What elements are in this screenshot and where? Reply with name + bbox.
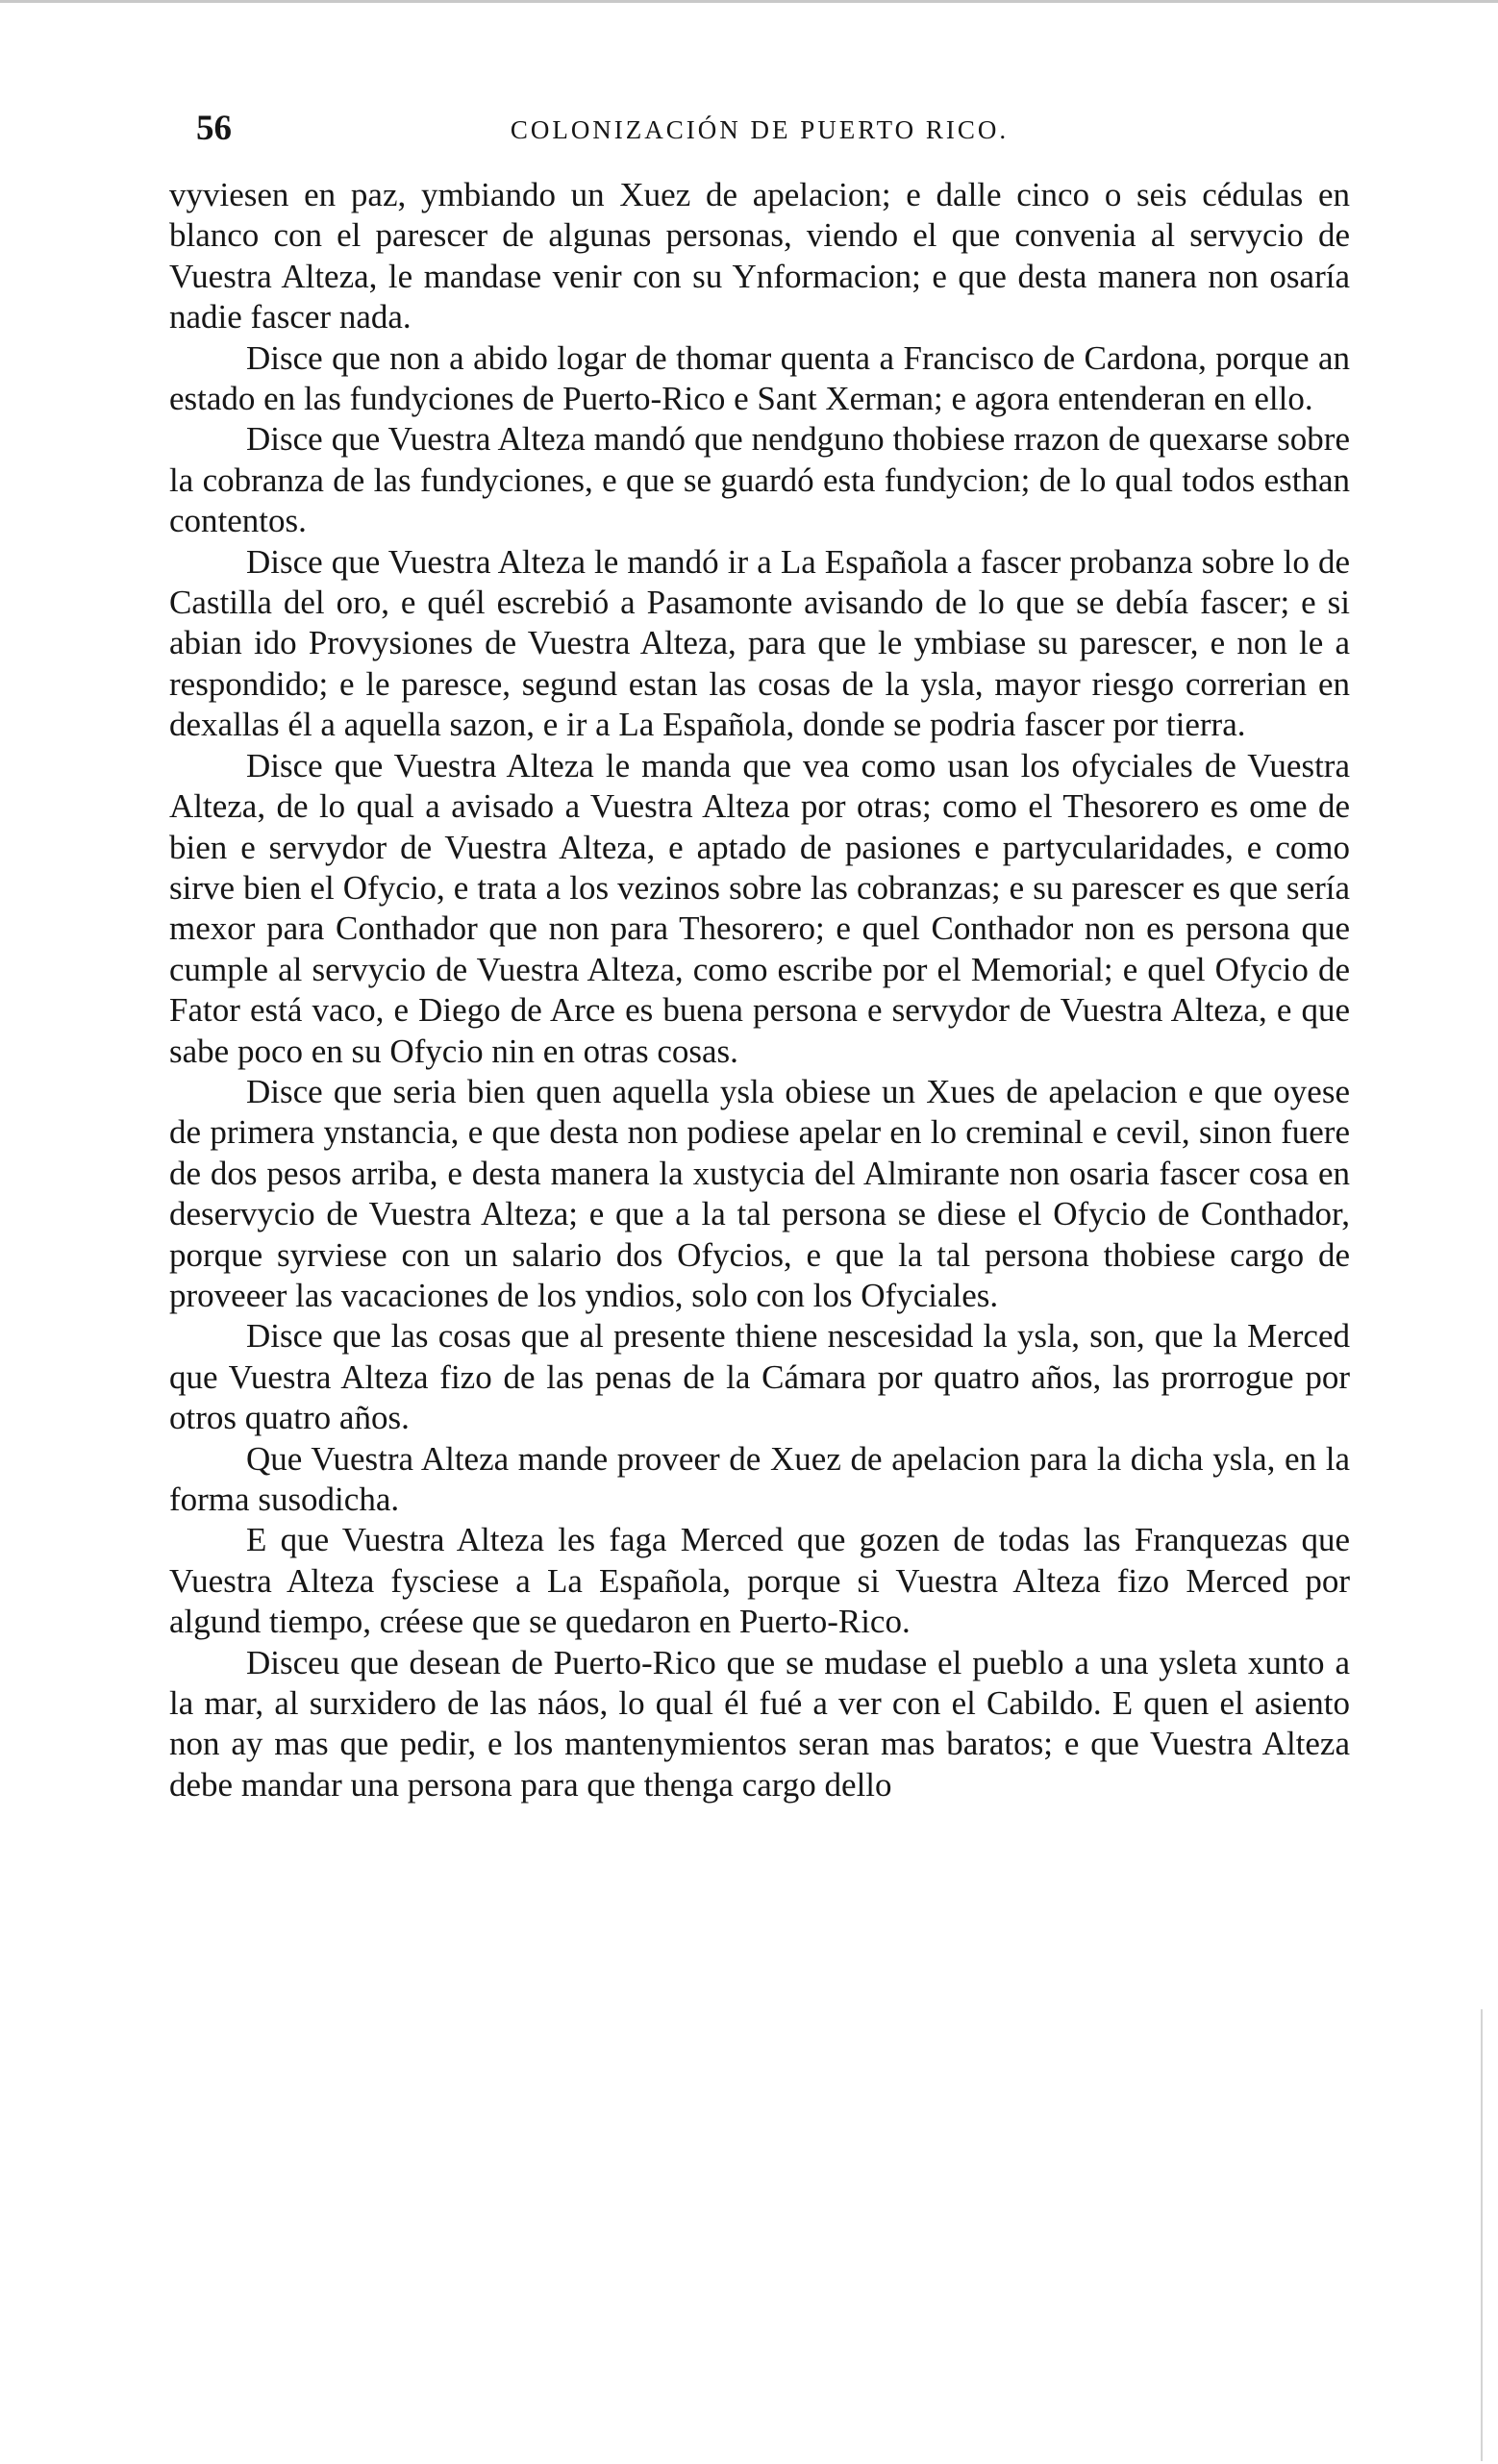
paragraph-10: Disceu que desean de Puerto-Rico que se mudase el pueblo a una ysleta xunto a la mar, al surxidero de las náos, lo qual él fué a ver con el Cabildo. E quen el asiento non ay mas que pedir, e los mantenymientos seran mas baratos; e que Vuestra Alteza debe mandar una persona para que thenga cargo dello bbox=[169, 1643, 1350, 1804]
scan-edge-line bbox=[1481, 2009, 1483, 2461]
running-title: COLONIZACIÓN DE PUERTO RICO. bbox=[510, 115, 1010, 144]
book-page bbox=[169, 104, 1350, 1805]
top-edge-rule bbox=[0, 0, 1498, 3]
paragraph-2: Disce que non a abido logar de thomar quenta a Francisco de Cardona, porque an estado en las fundyciones de Puerto-Rico e Sant Xerman; e agora entenderan en ello. bbox=[169, 338, 1350, 418]
paragraph-8: Que Vuestra Alteza mande proveer de Xuez de apelacion para la dicha ysla, en la forma susodicha. bbox=[169, 1439, 1350, 1518]
paragraph-9: E que Vuestra Alteza les faga Merced que gozen de todas las Franquezas que Vuestra Alteza fysciese a La Española, porque si Vuestra Alteza fizo Merced por algund tiempo, créese que se quedaron en Puerto-Rico. bbox=[169, 1521, 1350, 1641]
paragraph-3: Disce que Vuestra Alteza mandó que nendguno thobiese rrazon de quexarse sobre la cobranza de las fundyciones, e que se guardó esta fundycion; de lo qual todos esthan contentos. bbox=[169, 420, 1350, 540]
page-header bbox=[169, 104, 1350, 154]
page-number: 56 bbox=[196, 109, 232, 148]
paragraph-7: Disce que las cosas que al presente thiene nescesidad la ysla, son, que la Merced que Vuestra Alteza fizo de las penas de la Cámara por quatro años, las prorrogue por otros quatro años. bbox=[169, 1317, 1350, 1437]
paragraph-5: Disce que Vuestra Alteza le manda que vea como usan los ofyciales de Vuestra Alteza, de lo qual a avisado a Vuestra Alteza por otras; como el Thesorero es ome de bien e servydor de Vuestra Alteza, e aptado de pasiones e partycularidades, e como sirve bien el Ofycio, e trata a los vezinos sobre las cobranzas; e su parescer es que sería mexor para Conthador que non para Thesorero; e quel Conthador non es persona que cumple al servycio de Vuestra Alteza, como escribe por el Memorial; e quel Ofycio de Fator está vaco, e Diego de Arce es buena persona e servydor de Vuestra Alteza, e que sabe poco en su Ofycio nin en otras cosas. bbox=[169, 746, 1350, 1070]
paragraph-4: Disce que Vuestra Alteza le mandó ir a La Española a fascer probanza sobre lo de Castilla del oro, e quél escrebió a Pasamonte avisando de lo que se debía fascer; e si abian ido Provysiones de Vuestra Alteza, para que le ymbiase su parescer, e non le a respondido; e le paresce, segund estan las cosas de la ysla, mayor riesgo correrian en dexallas él a aquella sazon, e ir a La Española, donde se podria fascer por tierra. bbox=[169, 542, 1350, 744]
paragraph-1: vyviesen en paz, ymbiando un Xuez de apelacion; e dalle cinco o seis cédulas en blanco con el parescer de algunas personas, viendo el que convenia al servycio de Vuestra Alteza, le mandase venir con su Ynformacion; e que desta manera non osaría nadie fascer nada. bbox=[169, 176, 1350, 336]
paragraph-6: Disce que seria bien quen aquella ysla obiese un Xues de apelacion e que oyese de primera ynstancia, e que desta non podiese apelar en lo creminal e cevil, sinon fuere de dos pesos arriba, e desta manera la xustycia del Almirante non osaria fascer cosa en deservycio de Vuestra Alteza; e que a la tal persona se diese el Ofycio de Conthador, porque syrviese con un salario dos Ofycios, e que la tal persona thobiese cargo de proveeer las vacaciones de los yndios, solo con los Ofyciales. bbox=[169, 1072, 1350, 1314]
